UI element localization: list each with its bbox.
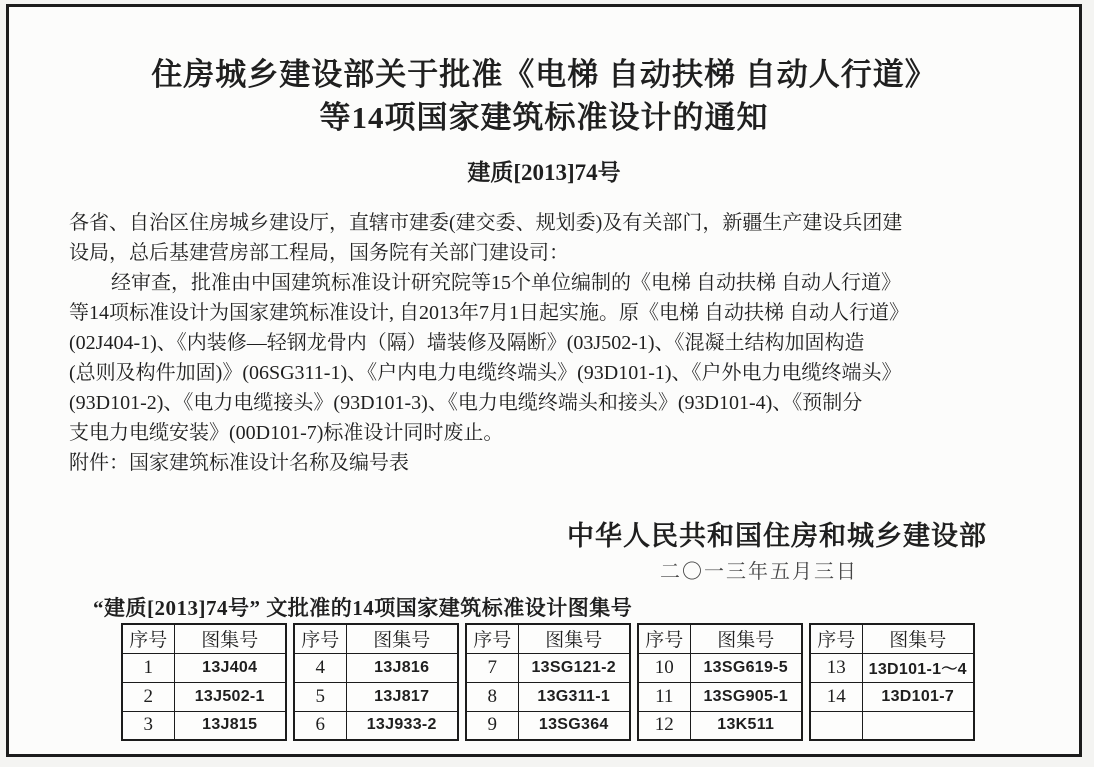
body-line: 设局，总后基建营房部工程局，国务院有关部门建设司： [69, 242, 569, 264]
col-header-seq: 序号 [810, 624, 862, 653]
seq-cell: 1 [122, 653, 174, 682]
table-row [122, 711, 286, 740]
code-cell: 13J817 [346, 682, 458, 711]
table-row [294, 653, 458, 682]
code-cell: 13J815 [174, 711, 286, 740]
code-cell: 13J404 [174, 653, 286, 682]
code-cell: 13SG364 [518, 711, 630, 740]
body-line: (02J404-1)、《内装修—轻钢龙骨内（隔）墙装修及隔断》(03J502-1)、《混凝土结构加固构造 [69, 332, 865, 354]
atlas-table-group-2 [293, 623, 459, 741]
body-paragraphs [69, 208, 1051, 478]
col-header-code: 图集号 [862, 624, 974, 653]
seq-cell: 6 [294, 711, 346, 740]
code-cell [862, 711, 974, 740]
code-cell: 13J933-2 [346, 711, 458, 740]
seq-cell [810, 711, 862, 740]
atlas-table-group-1 [121, 623, 287, 741]
code-cell: 13D101-7 [862, 682, 974, 711]
code-cell: 13G311-1 [518, 682, 630, 711]
body-line: 各省、自治区住房城乡建设厅，直辖市建委(建交委、规划委)及有关部门，新疆生产建设兵团建 [69, 212, 903, 234]
seq-cell: 2 [122, 682, 174, 711]
seq-cell: 12 [638, 711, 690, 740]
atlas-table-group-5 [809, 623, 975, 741]
attachment-note: 附件：国家建筑标准设计名称及编号表 [69, 452, 409, 474]
seq-cell: 3 [122, 711, 174, 740]
col-header-code: 图集号 [346, 624, 458, 653]
table-row [122, 653, 286, 682]
col-header-seq: 序号 [638, 624, 690, 653]
atlas-table-group-3 [465, 623, 631, 741]
body-line: 支电力电缆安装》(00D101-7)标准设计同时废止。 [69, 422, 504, 444]
doc-title-line1: 住房城乡建设部关于批准《电梯 自动扶梯 自动人行道》 [151, 57, 937, 92]
seq-cell: 10 [638, 653, 690, 682]
table-row [466, 653, 630, 682]
body-line: 等14项标准设计为国家建筑标准设计, 自2013年7月1日起实施。原《电梯 自动扶梯 自动人行道》 [69, 302, 909, 324]
body-line: 经审查，批准由中国建筑标准设计研究院等15个单位编制的《电梯 自动扶梯 自动人行道》 [111, 272, 901, 294]
issuing-authority-signature: 中华人民共和国住房和城乡建设部 [567, 521, 987, 551]
table-row [810, 682, 974, 711]
table-row [810, 653, 974, 682]
table-row [122, 682, 286, 711]
doc-title-line2: 等14项国家建筑标准设计的通知 [319, 100, 769, 135]
seq-cell: 7 [466, 653, 518, 682]
table-row [294, 711, 458, 740]
code-cell: 13J816 [346, 653, 458, 682]
code-cell: 13SG121-2 [518, 653, 630, 682]
code-cell: 13SG905-1 [690, 682, 802, 711]
table-row [294, 682, 458, 711]
col-header-code: 图集号 [518, 624, 630, 653]
col-header-seq: 序号 [122, 624, 174, 653]
table-row [638, 711, 802, 740]
col-header-code: 图集号 [174, 624, 286, 653]
col-header-code: 图集号 [690, 624, 802, 653]
col-header-seq: 序号 [294, 624, 346, 653]
atlas-number-tables [121, 623, 975, 741]
body-line: (93D101-2)、《电力电缆接头》(93D101-3)、《电力电缆终端头和接头》(93D101-4)、《预制分 [69, 392, 863, 414]
code-cell: 13SG619-5 [690, 653, 802, 682]
issue-date: 二〇一三年五月三日 [660, 561, 858, 583]
table-row [466, 711, 630, 740]
seq-cell: 14 [810, 682, 862, 711]
seq-cell: 8 [466, 682, 518, 711]
col-header-seq: 序号 [466, 624, 518, 653]
seq-cell: 9 [466, 711, 518, 740]
table-caption: “建质[2013]74号” 文批准的14项国家建筑标准设计图集号 [93, 596, 633, 620]
table-row [638, 653, 802, 682]
table-row [638, 682, 802, 711]
code-cell: 13D101-1～4 [862, 653, 974, 682]
doc-number: 建质[2013]74号 [467, 160, 621, 185]
seq-cell: 4 [294, 653, 346, 682]
seq-cell: 11 [638, 682, 690, 711]
atlas-table-group-4 [637, 623, 803, 741]
document-border-frame [6, 4, 1082, 757]
code-cell: 13J502-1 [174, 682, 286, 711]
seq-cell: 13 [810, 653, 862, 682]
body-line: (总则及构件加固)》(06SG311-1)、《户内电力电缆终端头》(93D101-1)、《户外电力电缆终端头》 [69, 362, 902, 384]
seq-cell: 5 [294, 682, 346, 711]
table-row [810, 711, 974, 740]
table-row [466, 682, 630, 711]
code-cell: 13K511 [690, 711, 802, 740]
